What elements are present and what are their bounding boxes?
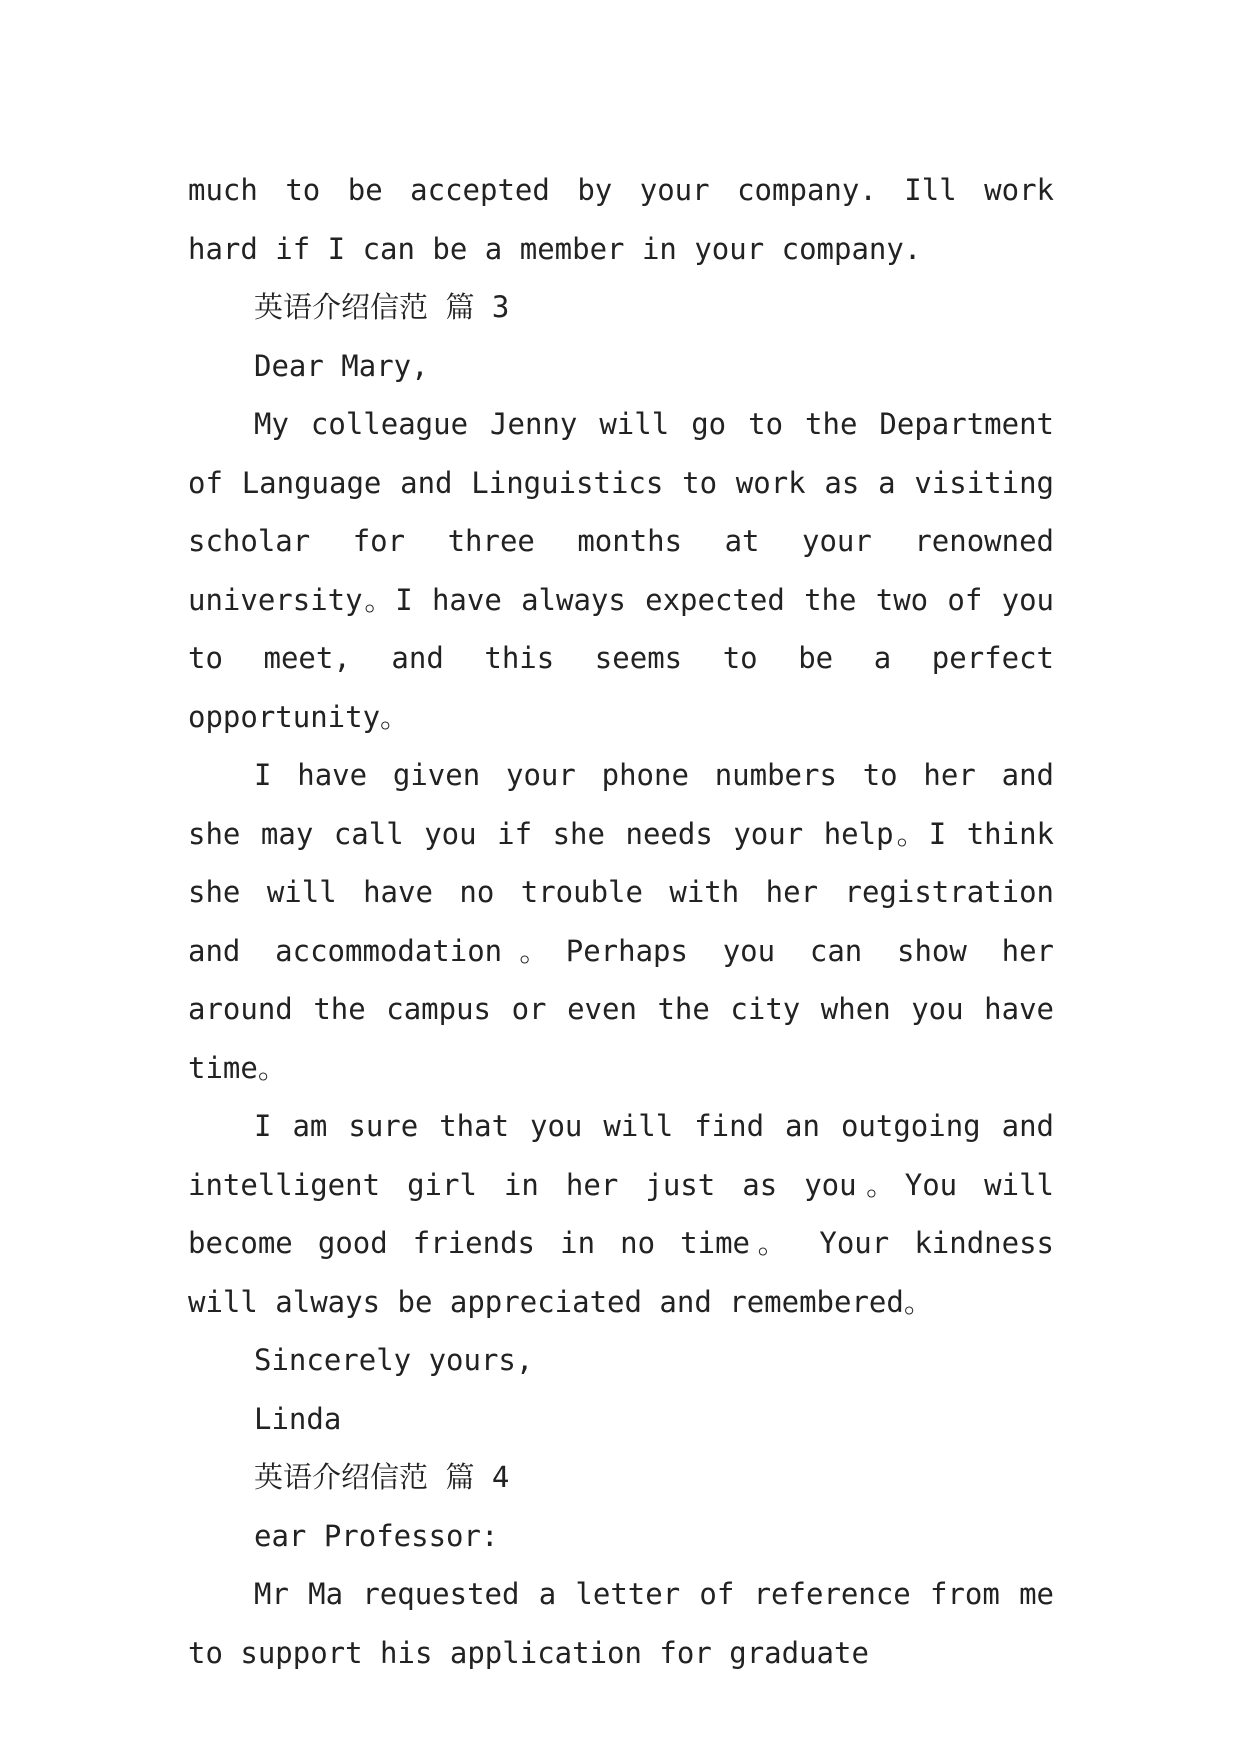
section-4-paragraph-1: Mr Ma requested a letter of reference from me to support his application for graduate: [188, 1577, 1054, 1670]
continuation-paragraph: much to be accepted by your company. Ill work hard if I can be a member in your company.: [188, 173, 1054, 266]
section-3-paragraph-3: I am sure that you will find an outgoing and intelligent girl in her just as you。You will become good friends in no time。 Your kindness will always be appreciated and remembered。: [188, 1109, 1054, 1319]
section-3-signature: Linda: [254, 1401, 342, 1436]
document-page: [188, 161, 1054, 1682]
section-3-paragraph-1: My colleague Jenny will go to the Department of Language and Linguistics to work as a visiting scholar for three months at your renowned university。I have always expected the two of you to meet, and this seems to be a perfect opportunity。: [188, 407, 1054, 734]
section-3-heading: 英语介绍信范 篇 3: [254, 290, 510, 324]
section-3-salutation: Dear Mary,: [254, 348, 429, 383]
section-4-heading: 英语介绍信范 篇 4: [254, 1460, 510, 1494]
section-4-salutation: ear Professor:: [254, 1518, 499, 1553]
section-3-closing: Sincerely yours,: [254, 1343, 534, 1377]
section-3-paragraph-2: I have given your phone numbers to her and she may call you if she needs your help。I think she will have no trouble with her registration and accommodation。Perhaps you can show her around the campus or even the city when you have time。: [188, 758, 1054, 1085]
